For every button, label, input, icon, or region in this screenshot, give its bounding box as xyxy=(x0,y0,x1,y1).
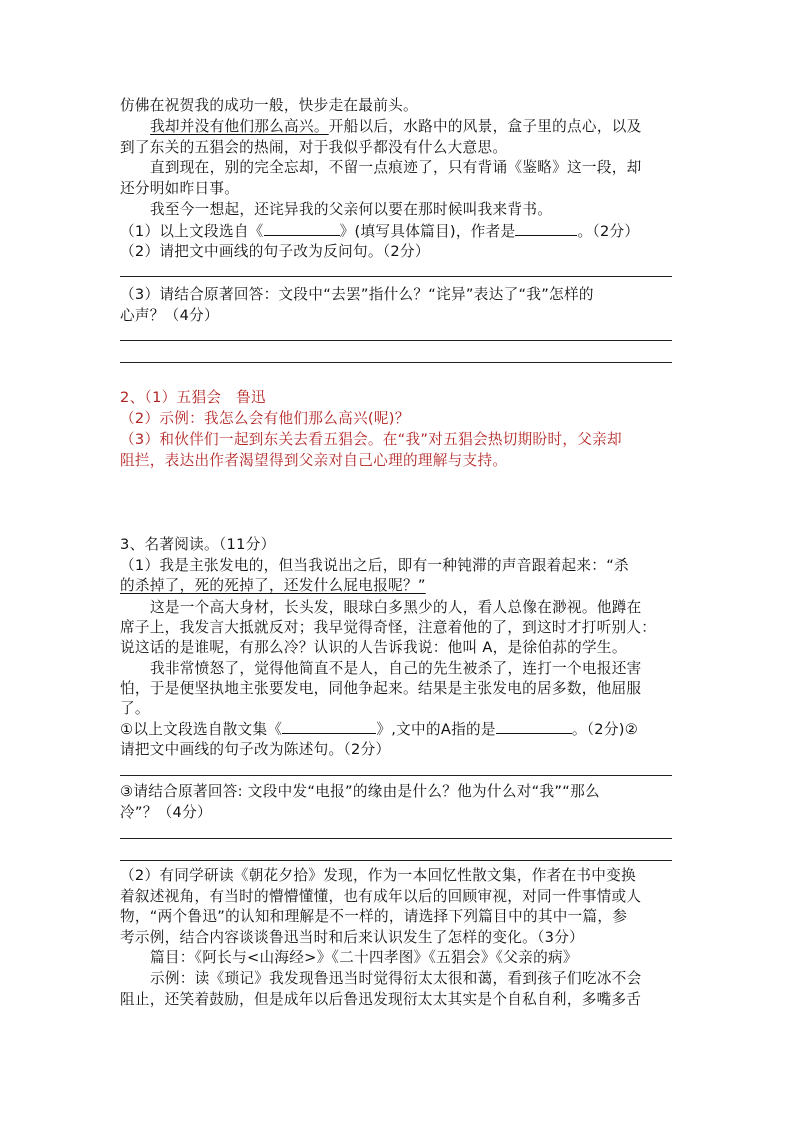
question-line: （3）请结合原著回答：文段中“去罢”指什么？“诧异”表达了“我”怎样的 xyxy=(120,286,594,303)
passage-line: 到了东关的五猖会的热闹，对于我似乎都没有什么大意思。 xyxy=(120,139,508,156)
answer-line[interactable] xyxy=(120,838,672,839)
answer-line[interactable] xyxy=(120,340,672,341)
passage-line: 这是一个高大身材，长头发，眼球白多黑少的人，看人总像在渺视。他蹲在 xyxy=(150,599,642,616)
underlined-sentence: 的杀掉了，死的死掉了，还发什么屁电报呢？” xyxy=(120,577,426,594)
passage-line: 说这话的是谁呢，有那么冷？认识的人告诉我说：他叫 A，是徐伯荪的学生。 xyxy=(120,639,627,656)
question-line: （1）以上文段选自《 》(填写具体篇目)，作者是 。（2分） xyxy=(120,223,640,240)
answer-line[interactable] xyxy=(120,276,672,277)
question-line: （2）请把文中画线的句子改为反问句。（2分） xyxy=(120,243,430,260)
answer-line[interactable] xyxy=(120,775,672,776)
passage-line: 还分明如昨日事。 xyxy=(120,180,240,197)
question-line: 考示例，结合内容谈谈鲁迅当时和后来认识发生了怎样的变化。（3分） xyxy=(120,929,584,946)
question-line: 着叙述视角，有当时的懵懵懂懂，也有成年以后的回顾审视，对同一件事情或人 xyxy=(120,888,642,905)
answer-key-line: 阻拦，表达出作者渴望得到父亲对自己心理的理解与支持。 xyxy=(120,452,508,469)
section-heading: 3、名著阅读。（11分） xyxy=(120,536,276,553)
blank-collection[interactable] xyxy=(282,719,376,734)
question-line: 心声？（4分） xyxy=(120,307,219,324)
title-list: 篇目：《阿长与<山海经>》《二十四孝图》《五猖会》《父亲的病》 xyxy=(150,949,578,966)
question-line: ③请结合原著回答: 文段中发“电报”的缘由是什么？他为什么对“我”“那么 xyxy=(120,783,600,800)
passage-line: 怕，于是便坚执地主张要发电，同他争起来。结果是主张发电的居多数，他屈服 xyxy=(120,680,642,697)
passage-line xyxy=(120,576,680,596)
question-line: （2）有同学研读《朝花夕拾》发现，作为一本回忆性散文集，作者在书中变换 xyxy=(120,867,636,884)
passage-line: 席子上，我发言大抵就反对；我早觉得奇怪，注意着他的了，到这时才打听别人： xyxy=(120,619,657,636)
question-line: 物，“两个鲁迅”的认知和理解是不一样的，请选择下列篇目中的其中一篇，参 xyxy=(120,908,628,925)
passage-line: 了。 xyxy=(120,700,150,717)
underlined-sentence: 我却并没有他们那么高兴。 xyxy=(150,118,329,135)
question-line: ①以上文段选自散文集《 》,文中的A指的是 。（2分)② xyxy=(120,721,639,738)
blank-title[interactable] xyxy=(264,221,340,236)
example-line: 阻止，还笑着鼓励，但是成年以后鲁迅发现衍太太其实是个自私自利，多嘴多舌 xyxy=(120,991,642,1008)
passage-line: （1）我是主张发电的，但当我说出之后，即有一种钝滞的声音跟着起来：“杀 xyxy=(120,557,629,574)
answer-key-line: （3）和伙伴们一起到东关去看五猖会。在“我”对五猖会热切期盼时，父亲却 xyxy=(120,431,622,448)
answer-key-line: 2、（1）五猖会 鲁迅 xyxy=(120,389,266,406)
passage-line: 仿佛在祝贺我的成功一般，快步走在最前头。 xyxy=(120,97,418,114)
blank-author[interactable] xyxy=(515,221,577,236)
passage-line: 我至今一想起，还诧异我的父亲何以要在那时候叫我来背书。 xyxy=(150,201,553,218)
passage-line: 我非常愤怒了，觉得他简直不是人，自己的先生被杀了，连打一个电报还害 xyxy=(150,660,642,677)
answer-line[interactable] xyxy=(120,362,672,363)
question-line: 冷”？（4分） xyxy=(120,804,212,821)
example-line: 示例：读《琐记》我发现鲁迅当时觉得衍太太很和蔼，看到孩子们吃冰不会 xyxy=(150,970,642,987)
passage-line: 直到现在，别的完全忘却，不留一点痕迹了，只有背诵《鉴略》这一段，却 xyxy=(150,159,642,176)
passage-line: 我却并没有他们那么高兴。开船以后，水路中的风景，盒子里的点心，以及 xyxy=(150,118,642,135)
answer-line[interactable] xyxy=(120,860,672,861)
question-line: 请把文中画线的句子改为陈述句。（2分） xyxy=(120,741,391,758)
blank-person[interactable] xyxy=(496,719,572,734)
answer-key-line: （2）示例：我怎么会有他们那么高兴(呢)？ xyxy=(120,410,410,427)
